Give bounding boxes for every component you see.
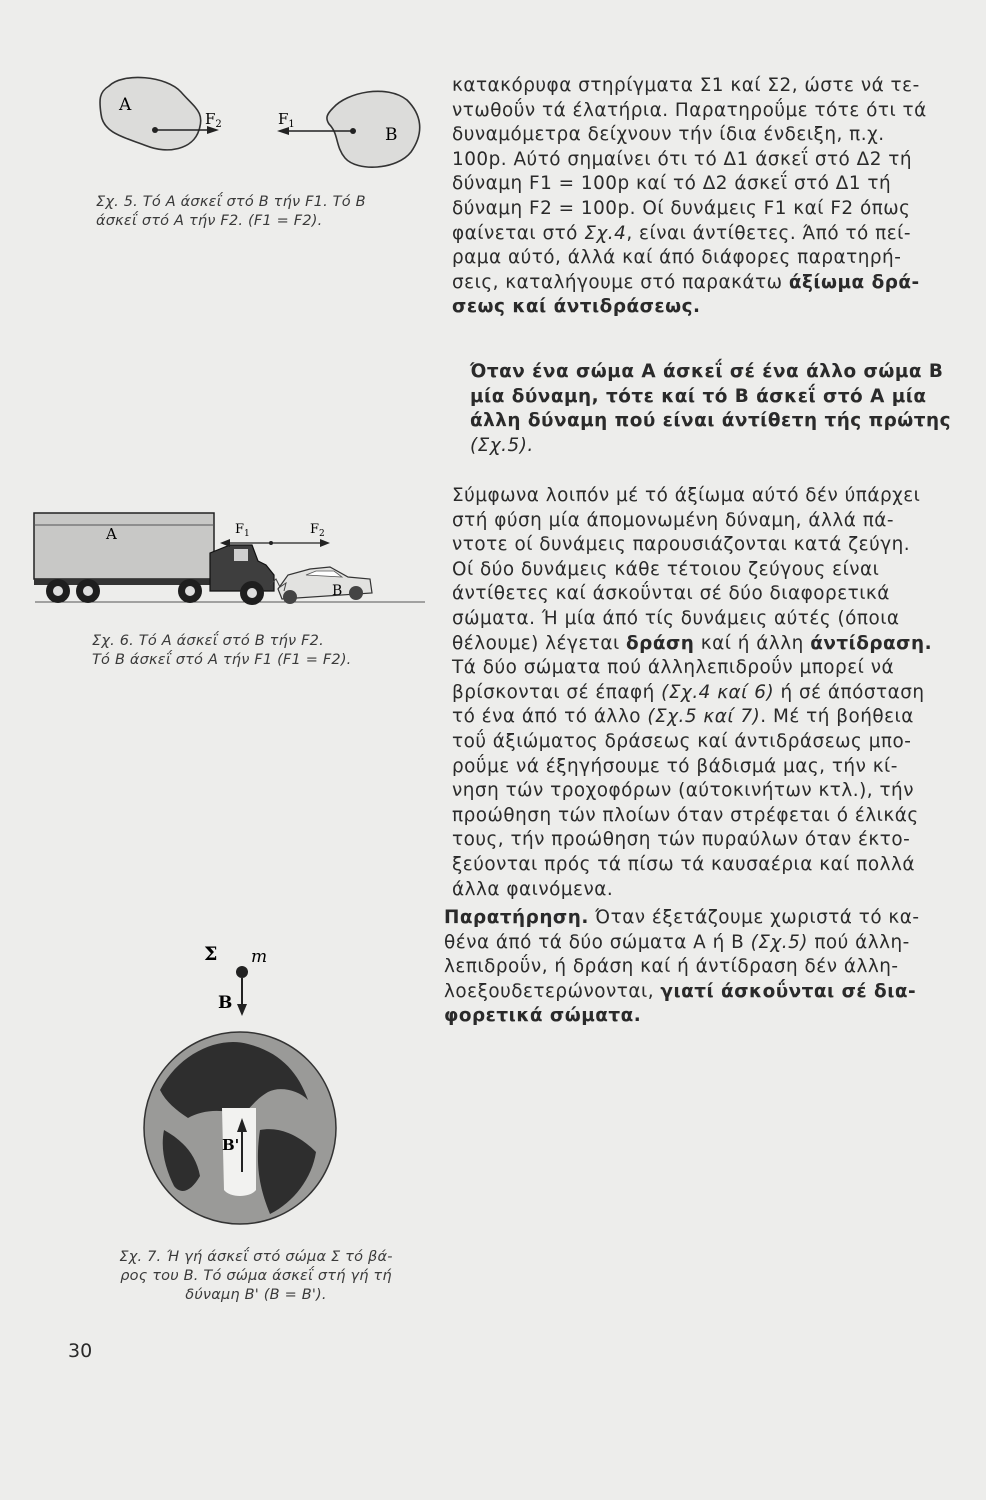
trailer-body-a [34,513,214,579]
paragraph-2-line: βρίσκονται σέ έπαφή (Σχ.4 καί 6) ή σέ άπόσταση [452,681,925,703]
figure-reference: (Σχ.5 καί 7) [647,706,761,728]
note-line: λεπιδροΰν, ή δράση καί ή άντίδραση δέν άλλη- [444,956,899,978]
paragraph-2-line: Τά δύο σώματα πού άλληλεπιδροΰν μπορεί νά [452,657,895,679]
paragraph-2-line: Οί δύο δυνάμεις κάθε τέτοιου ζεύγους είναι [452,558,880,580]
figure-reference: (Σχ.4 καί 6) [661,681,775,703]
paragraph-1-line: κατακόρυφα στηρίγματα Σ1 καί Σ2, ώστε νά τε- [452,75,920,96]
paragraph-2-line: ντοτε οί δυνάμεις παρουσιάζονται κατά ζεύγη. [452,534,911,556]
term-reaction: άντίδραση. [810,632,933,654]
paragraph-2-line: ξεύονται πρός τά πίσω τά καυσαέρια καί πολλά [452,853,915,875]
note-paragraph [444,906,920,1029]
figure-6-caption-line-2: Τό Β άσκεΐ στό Α τήν F1 (F1 = F2). [92,652,352,668]
label-b: B [385,125,398,145]
paragraph-1-line: φαίνεται στό Σχ.4, είναι άντίθετες. Άπό τό πεί- [452,222,911,244]
note-line: Παρατήρηση. Όταν έξετάζουμε χωριστά τό κα- [444,907,920,928]
figure-6-illustration [30,505,430,620]
paragraph-2-line: Σύμφωνα λοιπόν μέ τό άξίωμα αύτό δέν ύπάρχει [452,485,921,506]
figure-6-caption [92,632,352,670]
note-line: θένα άπό τά δύο σώματα Α ή Β (Σχ.5) πού άλλη- [444,931,910,953]
figure-5-caption-line-1: Σχ. 5. Τό Α άσκεΐ στό Β τήν F1. Τό Β [96,194,366,210]
paragraph-2-line: τοΰ άξιώματος δράσεως καί άντιδράσεως μπο- [452,730,912,752]
axiom-statement [470,360,951,458]
body-b-shape [327,91,420,167]
paragraph-1-line: ντωθοΰν τά έλατήρια. Παρατηροΰμε τότε ότι τά [452,99,927,121]
paragraph-1-line: σεως καί άντιδράσεως. [452,296,701,318]
label-f1: $F_1$ [278,110,295,130]
label-a: A [106,525,117,543]
paragraph-2-line: ροΰμε νά έξηγήσουμε τό βάδισμά μας, τήν κί- [452,755,898,777]
label-m: m [251,947,268,967]
paragraph-1-line: δύναμη F2 = 100p. Οί δυνάμεις F1 καί F2 όπως [452,197,911,219]
paragraph-1-line: δυναμόμετρα δείχνουν τήν ίδια ένδειξη, π.χ. [452,124,885,146]
note-label: Παρατήρηση. [444,907,589,928]
axiom-line: μία δύναμη, τότε καί τό Β άσκεΐ στό Α μία [470,385,927,407]
label-b: B [332,583,343,599]
axiom-line: Όταν ένα σώμα Α άσκεΐ σέ ένα άλλο σώμα Β [470,361,944,382]
page-number: 30 [68,1340,93,1362]
note-line: φορετικά σώματα. [444,1005,642,1027]
label-f2: $F_2$ [310,522,325,539]
figure-5-caption-line-2: άσκεΐ στό Α τήν F2. (F1 = F2). [96,213,323,229]
note-line: λοεξουδετερώνονται, γιατί άσκοΰνται σέ δια- [444,980,917,1002]
paragraph-1-line: ραμα αύτό, άλλά καί άπό διάφορες παρατηρή- [452,247,902,269]
paragraph-2-line: νηση τών τροχοφόρων (αύτοκινήτων κτλ.), τήν [452,780,914,802]
body-a-shape [100,77,201,149]
paragraph-2-line: σώματα. Ή μία άπό τίς δυνάμεις αύτές (όποια [452,607,900,629]
figure-7-caption-line-3: δύναμη Β' (Β = Β'). [185,1287,327,1303]
figure-7-caption-line-2: ρος του Β. Τό σώμα άσκεΐ στή γή τή [120,1268,392,1284]
body-sigma [236,966,248,978]
label-sigma: Σ [204,943,218,965]
paragraph-2-line: στή φύση μία άπομονωμένη δύναμη, άλλά πά- [452,509,895,531]
term-action: δράση [626,632,695,654]
figure-reference: Σχ.4 [584,222,627,244]
paragraph-2-line: άλλα φαινόμενα. [452,878,614,900]
paragraph-2 [452,484,932,902]
paragraph-2-line: προώθηση τών πλοίων όταν στρέφεται ό έλικάς [452,804,919,826]
label-b-prime: B' [222,1136,240,1154]
label-b: B [218,993,233,1013]
paragraph-1-line: δύναμη F1 = 100p καί τό Δ2 άσκεΐ στό Δ1 τή [452,173,892,195]
paragraph-2-line: άντίθετες καί άσκοΰνται σέ δύο διαφορετικά [452,583,890,605]
paragraph-2-line: τους, τήν προώθηση τών πυραύλων όταν έκτο- [452,829,911,851]
figure-7-illustration [130,940,360,1230]
figure-6-caption-line-1: Σχ. 6. Τό Α άσκεΐ στό Β τήν F2. [92,633,324,649]
label-f1: $F_1$ [235,522,250,539]
paragraph-1 [452,74,927,320]
figure-5-illustration [95,70,435,180]
paragraph-2-line: τό ένα άπό τό άλλο (Σχ.5 καί 7). Μέ τή βοήθεια [452,706,914,728]
figure-7-caption-line-1: Σχ. 7. Ή γή άσκεΐ στό σώμα Σ τό βά- [119,1249,393,1265]
paragraph-1-line: σεις, καταλήγουμε στό παρακάτω άξίωμα δρά- [452,271,920,293]
figure-5-caption [96,193,366,231]
paragraph-1-line: 100p. Αύτό σημαίνει ότι τό Δ1 άσκεΐ στό Δ2 τή [452,148,912,170]
label-f2: $F_2$ [205,110,222,130]
label-a: A [119,95,132,115]
axiom-line: άλλη δύναμη πού είναι άντίθετη τής πρώτης [470,410,952,432]
axiom-reference: (Σχ.5). [470,434,534,456]
paragraph-2-line: θέλουμε) λέγεται δράση καί ή άλλη άντίδραση. [452,632,933,654]
axiom-term: άξίωμα δρά- [788,271,920,293]
figure-7-caption [96,1248,416,1305]
figure-reference: (Σχ.5) [750,931,808,953]
